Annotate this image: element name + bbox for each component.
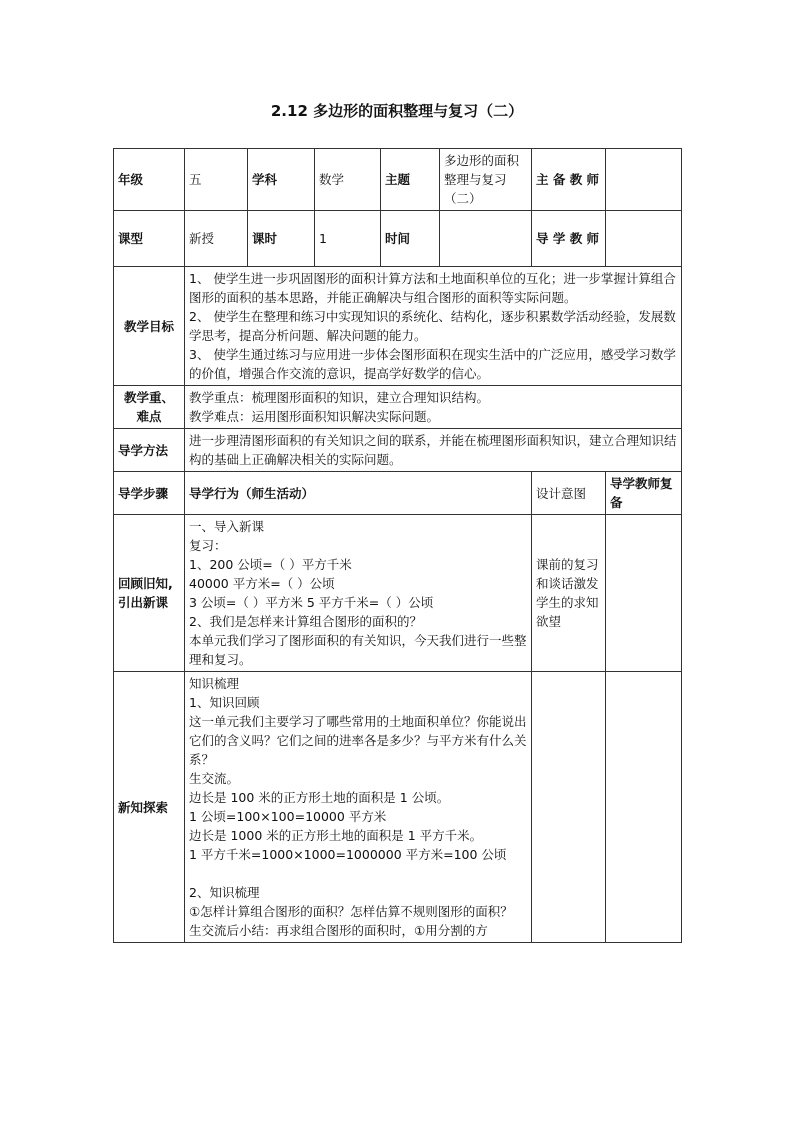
explore-line: 1 公顷=100×100=10000 平方米 (189, 809, 387, 824)
explore-intent (532, 672, 606, 943)
explore-row (114, 672, 682, 943)
steps-header-prep: 导学教师复备 (606, 472, 682, 515)
explore-line: 2、知识梳理 (189, 885, 260, 900)
method-row (114, 429, 682, 472)
goal-item: 2、 使学生在整理和练习中实现知识的系统化、结构化，逐步积累数学活动经验，发展数学思考，提高分析问题、解决问题的能力。 (189, 309, 676, 343)
explore-label: 新知探索 (114, 672, 185, 943)
lesson-plan-table (113, 148, 682, 943)
method-label: 导学方法 (114, 429, 185, 472)
steps-header-behavior: 导学行为（师生活动） (185, 472, 532, 515)
explore-line: 1 平方千米=1000×1000=1000000 平方米=100 公顷 (189, 847, 507, 862)
keypoints-content (185, 386, 682, 429)
lead-teacher-label: 主 备 教 师 (532, 149, 606, 211)
keypoint-line: 教学难点：运用图形面积知识解决实际问题。 (189, 409, 440, 424)
explore-line: 这一单元我们主要学习了哪些常用的土地面积单位？你能说出它们的含义吗？它们之间的进率各是多少？与平方米有什么关系？ (189, 714, 527, 767)
review-line: 本单元我们学习了图形面积的有关知识，今天我们进行一些整理和复习。 (189, 633, 527, 667)
review-line: 1、200 公顷=（ ）平方千米 (189, 557, 352, 572)
lead-teacher-value (606, 149, 682, 211)
topic-value: 多边形的面积整理与复习（二） (440, 149, 532, 211)
explore-line: 边长是 100 米的正方形土地的面积是 1 公顷。 (189, 790, 450, 805)
review-content (185, 515, 532, 672)
type-value: 新授 (185, 211, 248, 267)
keypoint-line: 教学重点：梳理图形面积的知识，建立合理知识结构。 (189, 390, 490, 405)
header-row-2 (114, 211, 682, 267)
topic-label: 主题 (381, 149, 440, 211)
explore-content (185, 672, 532, 943)
explore-line: 知识梳理 (189, 676, 240, 691)
explore-line: 边长是 1000 米的正方形土地的面积是 1 平方千米。 (189, 828, 483, 843)
type-label: 课型 (114, 211, 185, 267)
goals-content (185, 267, 682, 386)
review-line: 3 公顷=（ ）平方米 5 平方千米=（ ）公顷 (189, 595, 434, 610)
review-prep (606, 515, 682, 672)
page-title: 2.12 多边形的面积整理与复习（二） (270, 102, 524, 120)
subject-label: 学科 (248, 149, 315, 211)
goals-label: 教学目标 (114, 267, 185, 386)
method-content: 进一步理清图形面积的有关知识之间的联系，并能在梳理图形面积知识，建立合理知识结构的基础上正确解决相关的实际问题。 (185, 429, 682, 472)
explore-spacer (189, 864, 527, 883)
period-value: 1 (315, 211, 381, 267)
subject-value: 数学 (315, 149, 381, 211)
explore-line: 1、知识回顾 (189, 695, 260, 710)
time-value (440, 211, 532, 267)
review-intent: 课前的复习和谈话激发学生的求知欲望 (532, 515, 606, 672)
review-line: 一、导入新课 (189, 519, 265, 534)
review-line: 40000 平方米=（ ）公顷 (189, 576, 335, 591)
period-label: 课时 (248, 211, 315, 267)
review-row (114, 515, 682, 672)
steps-header-intent: 设计意图 (532, 472, 606, 515)
explore-line: 生交流。 (189, 771, 240, 786)
review-line: 2、我们是怎样来计算组合图形的面积的？ (189, 614, 422, 629)
grade-value: 五 (185, 149, 248, 211)
keypoints-label: 教学重、难点 (114, 386, 185, 429)
grade-label: 年级 (114, 149, 185, 211)
explore-line: 生交流后小结：再求组合图形的面积时，①用分割的方 (189, 923, 488, 938)
explore-prep (606, 672, 682, 943)
header-row-1 (114, 149, 682, 211)
explore-line: ①怎样计算组合图形的面积？怎样估算不规则图形的面积？ (189, 904, 513, 919)
goal-item: 3、 使学生通过练习与应用进一步体会图形面积在现实生活中的广泛应用，感受学习数学的价值，增强合作交流的意识，提高学好数学的信心。 (189, 347, 676, 381)
time-label: 时间 (381, 211, 440, 267)
review-line: 复习： (189, 538, 227, 553)
keypoints-row (114, 386, 682, 429)
goal-item: 1、 使学生进一步巩固图形的面积计算方法和土地面积单位的互化；进一步掌握计算组合图形的面积的基本思路，并能正确解决与组合图形的面积等实际问题。 (189, 271, 676, 305)
review-label: 回顾旧知,引出新课 (114, 515, 185, 672)
steps-header-step: 导学步骤 (114, 472, 185, 515)
guide-teacher-label: 导 学 教 师 (532, 211, 606, 267)
guide-teacher-value (606, 211, 682, 267)
goals-row (114, 267, 682, 386)
steps-header-row (114, 472, 682, 515)
